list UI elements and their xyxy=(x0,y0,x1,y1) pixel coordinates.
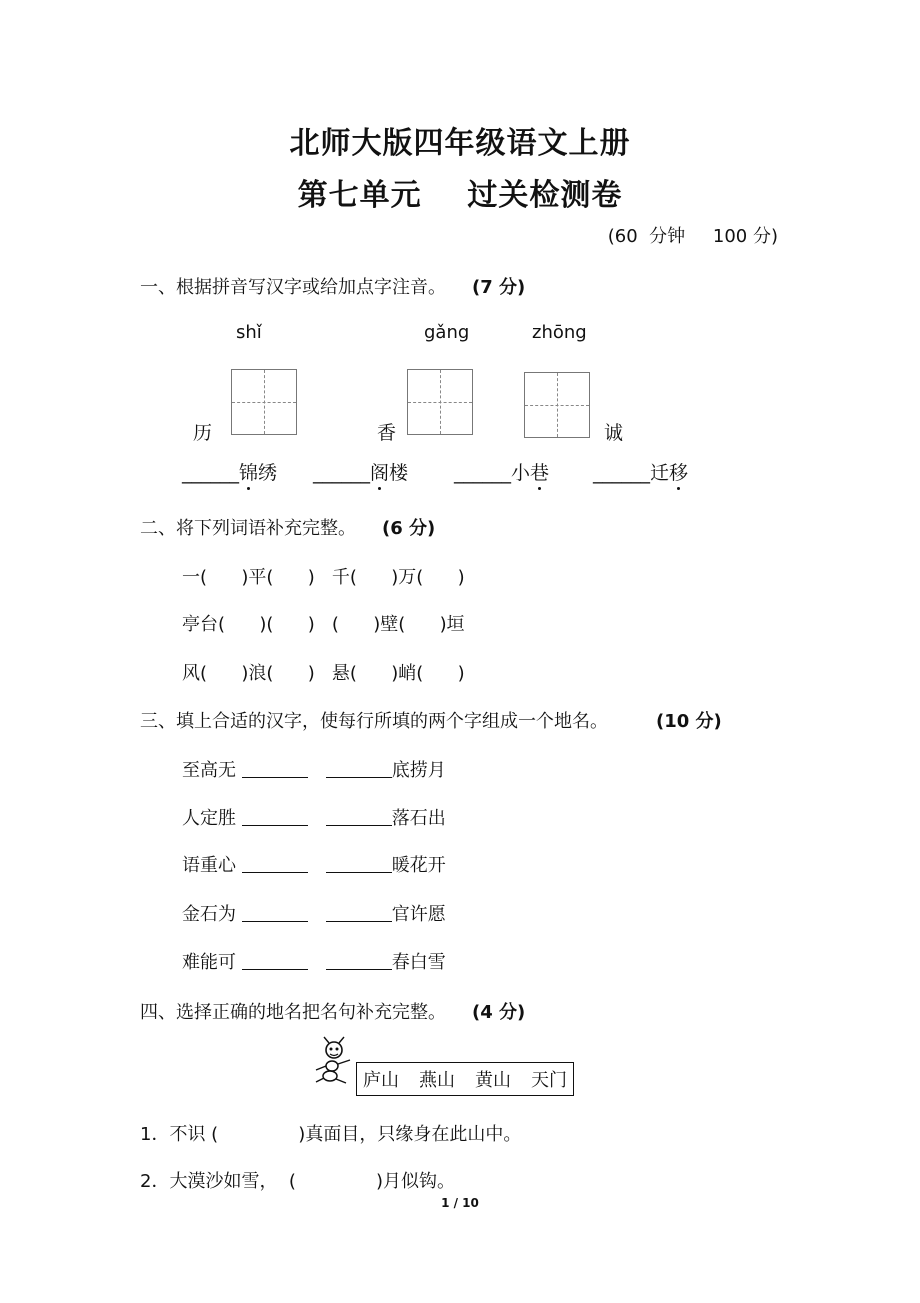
idiom-left: 金石为 xyxy=(182,904,236,925)
section-1-points: (7 分) xyxy=(472,277,526,298)
idiom-right: 底捞月 xyxy=(391,760,446,781)
section-4-title: 四、选择正确的地名把名句补充完整。 xyxy=(140,1002,446,1023)
answer-blank[interactable] xyxy=(326,759,392,778)
dotted-char: 巷 xyxy=(530,462,550,484)
pinyin-1: shǐ xyxy=(236,322,262,343)
section-3-heading xyxy=(140,707,722,733)
verse-item-2[interactable]: 2．大漠沙如雪， ( )月似钩。 xyxy=(140,1171,456,1192)
option-lushan: 庐山 xyxy=(363,1070,399,1091)
section-1-title: 一、根据拼音写汉字或给加点字注音。 xyxy=(140,277,446,298)
place-row-4 xyxy=(182,900,446,926)
word-char: 楼 xyxy=(389,462,409,484)
char-li: 历 xyxy=(193,422,213,444)
answer-blank[interactable] xyxy=(242,759,308,778)
answer-blank[interactable] xyxy=(242,951,308,970)
idiom-row-3[interactable]: 风( )浪( ) 悬( )峭( ) xyxy=(182,663,465,684)
title-line-2: 第七单元 过关检测卷 xyxy=(297,178,623,213)
idiom-right: 落石出 xyxy=(391,808,446,829)
answer-blank[interactable] xyxy=(242,807,308,826)
answer-blank[interactable]: ______ xyxy=(313,462,370,484)
idiom-right: 暖花开 xyxy=(391,855,446,876)
meta-score: 100 分) xyxy=(712,226,778,247)
page-number: 1 / 10 xyxy=(441,1196,479,1210)
answer-blank[interactable]: ______ xyxy=(593,462,650,484)
place-row-1 xyxy=(182,756,446,782)
pinyin-word-3 xyxy=(454,458,549,485)
word-char: 绣 xyxy=(258,462,278,484)
pinyin-word-2 xyxy=(313,458,408,485)
idiom-row-2[interactable]: 亭台( )( ) ( )壁( )垣 xyxy=(182,614,465,635)
answer-blank[interactable] xyxy=(242,854,308,873)
answer-blank[interactable] xyxy=(326,807,392,826)
options-box xyxy=(356,1062,574,1096)
title-line-1: 北师大版四年级语文上册 xyxy=(289,126,631,161)
word-char: 迁 xyxy=(650,462,670,484)
idiom-left: 难能可 xyxy=(182,952,236,973)
pinyin-2: gǎng xyxy=(424,322,470,343)
char-cheng: 诚 xyxy=(604,422,624,444)
section-2-points: (6 分) xyxy=(382,518,436,539)
idiom-right: 春白雪 xyxy=(391,952,446,973)
answer-blank[interactable] xyxy=(326,854,392,873)
answer-blank[interactable] xyxy=(242,903,308,922)
ant-mascot-icon xyxy=(312,1036,356,1084)
answer-blank[interactable] xyxy=(326,903,392,922)
idiom-left: 至高无 xyxy=(182,760,236,781)
pinyin-word-1 xyxy=(182,458,277,485)
idiom-left: 语重心 xyxy=(182,855,236,876)
answer-blank[interactable] xyxy=(326,951,392,970)
section-4-points: (4 分) xyxy=(472,1002,526,1023)
dotted-char: 移 xyxy=(669,462,689,484)
meta-time: (60 分钟 xyxy=(607,226,686,247)
dotted-char: 阁 xyxy=(370,462,390,484)
verse-item-1[interactable]: 1．不识 ( )真面目，只缘身在此山中。 xyxy=(140,1124,522,1145)
section-3-points: (10 分) xyxy=(656,711,722,732)
writing-grid-1[interactable] xyxy=(231,369,297,435)
idiom-left: 人定胜 xyxy=(182,808,236,829)
place-row-5 xyxy=(182,948,446,974)
pinyin-3: zhōng xyxy=(532,322,587,343)
time-score-meta xyxy=(602,222,778,248)
section-3-title: 三、填上合适的汉字，使每行所填的两个字组成一个地名。 xyxy=(140,711,608,732)
section-2-title: 二、将下列词语补充完整。 xyxy=(140,518,356,539)
pinyin-word-4 xyxy=(593,458,688,485)
writing-grid-2[interactable] xyxy=(407,369,473,435)
idiom-right: 官许愿 xyxy=(391,904,446,925)
word-char: 小 xyxy=(511,462,531,484)
section-2-heading xyxy=(140,514,435,540)
option-yanshan: 燕山 xyxy=(419,1070,455,1091)
char-xiang: 香 xyxy=(377,422,397,444)
place-row-2 xyxy=(182,804,446,830)
answer-blank[interactable]: ______ xyxy=(454,462,511,484)
answer-blank[interactable]: ______ xyxy=(182,462,239,484)
option-tianmen: 天门 xyxy=(531,1070,567,1091)
section-1-heading xyxy=(140,273,525,299)
writing-grid-3[interactable] xyxy=(524,372,590,438)
dotted-char: 锦 xyxy=(239,462,259,484)
place-row-3 xyxy=(182,851,446,877)
section-4-heading xyxy=(140,998,525,1024)
idiom-row-1[interactable]: 一( )平( ) 千( )万( ) xyxy=(182,567,465,588)
option-huangshan: 黄山 xyxy=(475,1070,511,1091)
